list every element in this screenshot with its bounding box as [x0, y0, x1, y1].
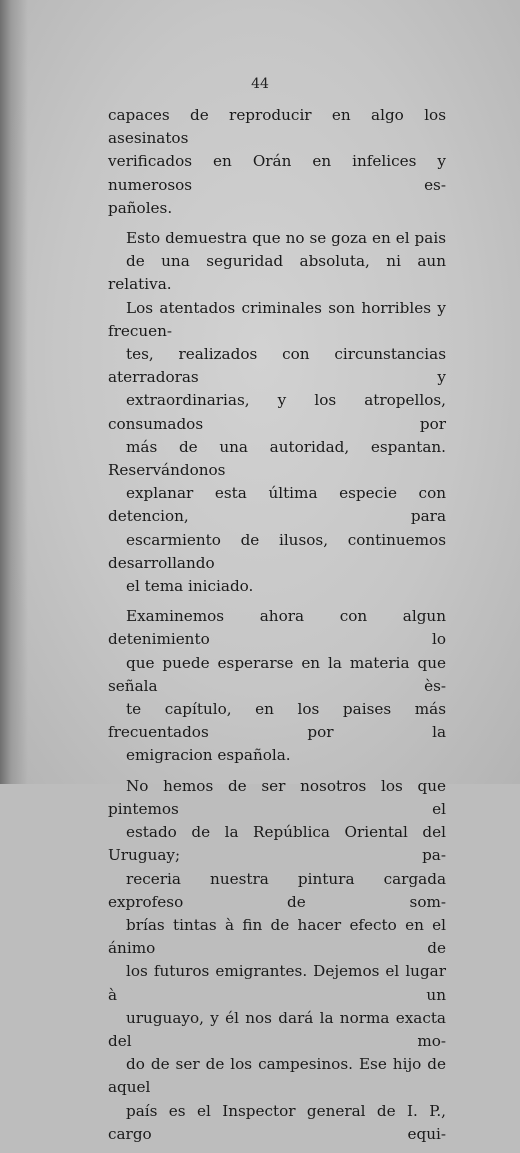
text-line: escarmiento de ilusos, continuemos desarrollando: [108, 530, 446, 572]
page-number: 44: [251, 76, 269, 92]
text-line: pañoles.: [108, 198, 173, 217]
text-line: los futuros emigrantes. Dejemos el lugar à un: [108, 962, 446, 1004]
text-line: extraordinarias, y los atropellos, consumados por: [108, 391, 446, 433]
text-line: brías tintas à fin de hacer efecto en el ánimo de: [108, 915, 446, 958]
text-line: Los atentados criminales son horribles y frecuen-: [108, 298, 446, 340]
text-line: capaces de reproducir en algo los asesinatos: [108, 106, 446, 148]
text-line: de una seguridad absoluta, ni aun relativa.: [108, 252, 446, 294]
text-line: Examinemos ahora con algun detenimiento lo: [108, 607, 446, 649]
text-line: estado de la República Oriental del Uruguay; pa-: [108, 823, 446, 865]
text-line: No hemos de ser nosotros los que pintemos el: [108, 776, 446, 818]
paragraph-2: [108, 227, 446, 598]
paragraph-3: [108, 605, 446, 767]
text-line: tes, realizados con circunstancias aterradoras y: [108, 345, 446, 387]
page-body: [108, 104, 446, 1153]
text-line: emigracion española.: [126, 746, 291, 765]
text-line: te capítulo, en los paises más frecuentados por la: [108, 700, 446, 742]
text-line: verificados en Orán en infelices y numerosos es-: [108, 152, 446, 194]
paragraph-4: [108, 775, 446, 1146]
text-line: receria nuestra pintura cargada exprofeso de som-: [108, 869, 446, 911]
text-line: que puede esperarse en la materia que señala ès-: [108, 653, 446, 695]
text-line: país es el Inspector general de I. P., cargo equi-: [108, 1101, 446, 1143]
text-line: el tema iniciado.: [126, 577, 254, 596]
paragraph-1: [108, 104, 446, 220]
text-line: Esto demuestra que no se goza en el pais: [126, 229, 446, 248]
text-line: más de una autoridad, espantan. Reservándonos: [108, 437, 446, 480]
text-line: do de ser de los campesinos. Ese hijo de aquel: [108, 1055, 446, 1097]
text-line: explanar esta última especie con detencion, para: [108, 484, 446, 526]
text-line: uruguayo, y él nos dará la norma exacta del mo-: [108, 1008, 446, 1050]
